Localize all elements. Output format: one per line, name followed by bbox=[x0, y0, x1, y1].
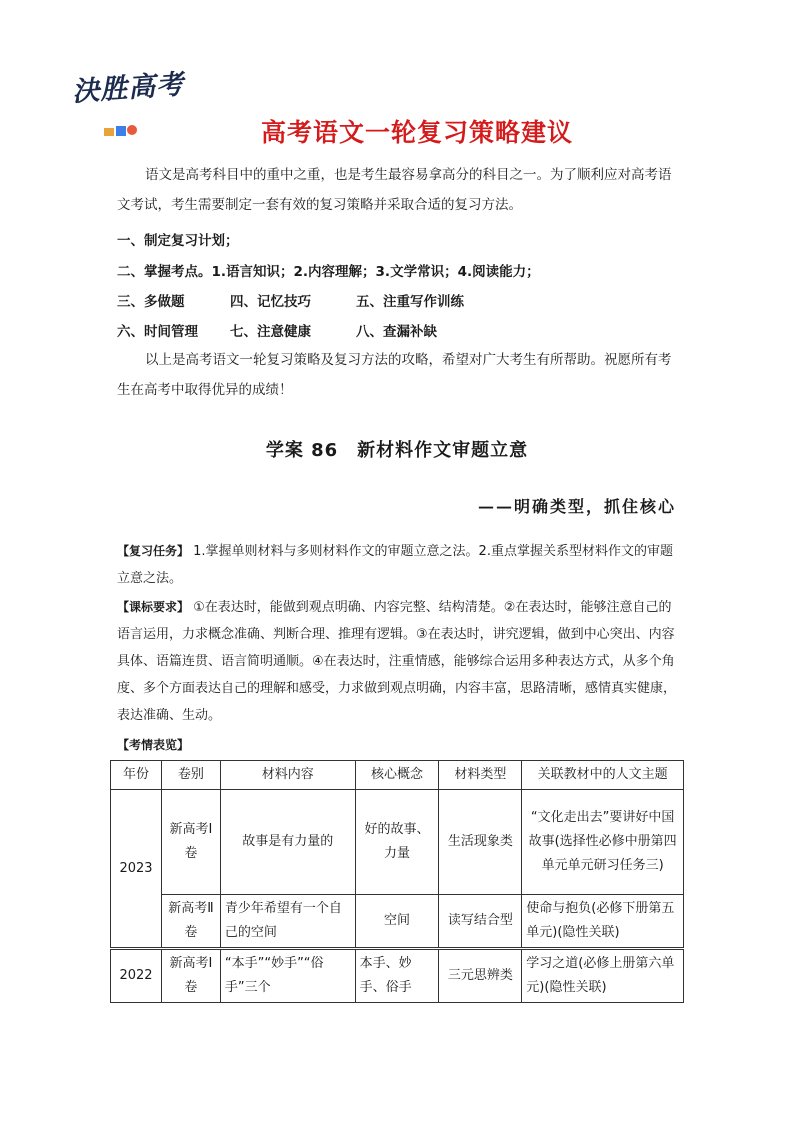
table-label: 【考情表览】 bbox=[117, 738, 190, 752]
table-header-row bbox=[111, 761, 684, 790]
cell-paper: 新高考Ⅱ卷 bbox=[161, 895, 220, 949]
section-subtitle: ——明确类型，抓住核心 bbox=[477, 497, 676, 516]
cell-year: 2022 bbox=[111, 949, 162, 1003]
cell-type: 读写结合型 bbox=[439, 895, 522, 949]
cell-content: 青少年希望有一个自己的空间 bbox=[220, 895, 355, 949]
cell-type: 三元思辨类 bbox=[439, 949, 522, 1003]
standard-text: ①在表达时，能做到观点明确、内容完整、结构清楚。②在表达时，能够注意自己的语言运用，力求概念准确、判断合理、推理有逻辑。③在表达时，讲究逻辑，做到中心突出、内容具体、语篇连贯、语言简明通顺。④在表达时，注重情感，能够综合运用多种表达方式，从多个角度、多个方面表达自己的理解和感受，力求做到观点明确，内容丰富，思路清晰，感情真实健康，表达准确、生动。 bbox=[117, 600, 677, 723]
logo-text: 決胜高考 bbox=[71, 69, 186, 108]
plan-line-2: 二、掌握考点。1.语言知识；2.内容理解；3.文学常识；4.阅读能力； bbox=[117, 264, 540, 280]
header-year: 年份 bbox=[111, 761, 162, 790]
table-row bbox=[111, 790, 684, 895]
cell-concept: 空间 bbox=[355, 895, 439, 949]
plan-item-5: 五、注重写作训练 bbox=[356, 294, 464, 310]
review-task-paragraph bbox=[117, 538, 681, 592]
cell-content: 故事是有力量的 bbox=[220, 790, 355, 895]
table-row bbox=[111, 949, 684, 1003]
cell-paper: 新高考Ⅰ卷 bbox=[161, 949, 220, 1003]
plan-line-3 bbox=[117, 290, 464, 310]
closing-paragraph: 以上是高考语文一轮复习策略及复习方法的攻略，希望对广大考生有所帮助。祝愿所有考生在高考中取得优异的成绩！ bbox=[117, 352, 672, 398]
plan-item-7: 七、注意健康 bbox=[230, 324, 311, 340]
main-title: 高考语文一轮复习策略建议 bbox=[260, 118, 573, 147]
exam-overview-table bbox=[110, 760, 684, 1003]
table-row bbox=[111, 895, 684, 949]
section-title: 学案 86 新材料作文审题立意 bbox=[265, 440, 529, 461]
cell-theme: 学习之道(必修上册第六单元)(隐性关联) bbox=[522, 949, 684, 1003]
cell-theme: “文化走出去”要讲好中国故事(选择性必修中册第四单元单元研习任务三) bbox=[522, 790, 684, 895]
plan-line-4 bbox=[117, 320, 437, 340]
intro-paragraph: 语文是高考科目中的重中之重，也是考生最容易拿高分的科目之一。为了顺利应对高考语文考试，考生需要制定一套有效的复习策略并采取合适的复习方法。 bbox=[117, 167, 672, 213]
plan-item-4: 四、记忆技巧 bbox=[230, 294, 311, 310]
cell-concept: 本手、妙手、俗手 bbox=[355, 949, 439, 1003]
plan-line-1: 一、制定复习计划； bbox=[117, 233, 239, 249]
plan-item-3: 三、多做题 bbox=[117, 294, 185, 310]
standard-paragraph bbox=[117, 594, 681, 729]
header-theme: 关联教材中的人文主题 bbox=[522, 761, 684, 790]
header-content: 材料内容 bbox=[220, 761, 355, 790]
header-type: 材料类型 bbox=[439, 761, 522, 790]
standard-tag: 【课标要求】 bbox=[117, 600, 190, 614]
review-task-text: 1.掌握单则材料与多则材料作文的审题立意之法。2.重点掌握关系型材料作文的审题立意之法。 bbox=[117, 544, 673, 586]
plan-item-6: 六、时间管理 bbox=[117, 324, 198, 340]
cell-type: 生活现象类 bbox=[439, 790, 522, 895]
review-task-tag: 【复习任务】 bbox=[117, 544, 190, 558]
header-paper: 卷别 bbox=[161, 761, 220, 790]
cell-paper: 新高考Ⅰ卷 bbox=[161, 790, 220, 895]
header-concept: 核心概念 bbox=[355, 761, 439, 790]
cell-theme: 使命与抱负(必修下册第五单元)(隐性关联) bbox=[522, 895, 684, 949]
cell-concept: 好的故事、力量 bbox=[355, 790, 439, 895]
cell-content: “本手”“妙手”“俗手”三个 bbox=[220, 949, 355, 1003]
plan-item-8: 八、查漏补缺 bbox=[356, 324, 437, 340]
cell-year: 2023 bbox=[111, 790, 162, 949]
